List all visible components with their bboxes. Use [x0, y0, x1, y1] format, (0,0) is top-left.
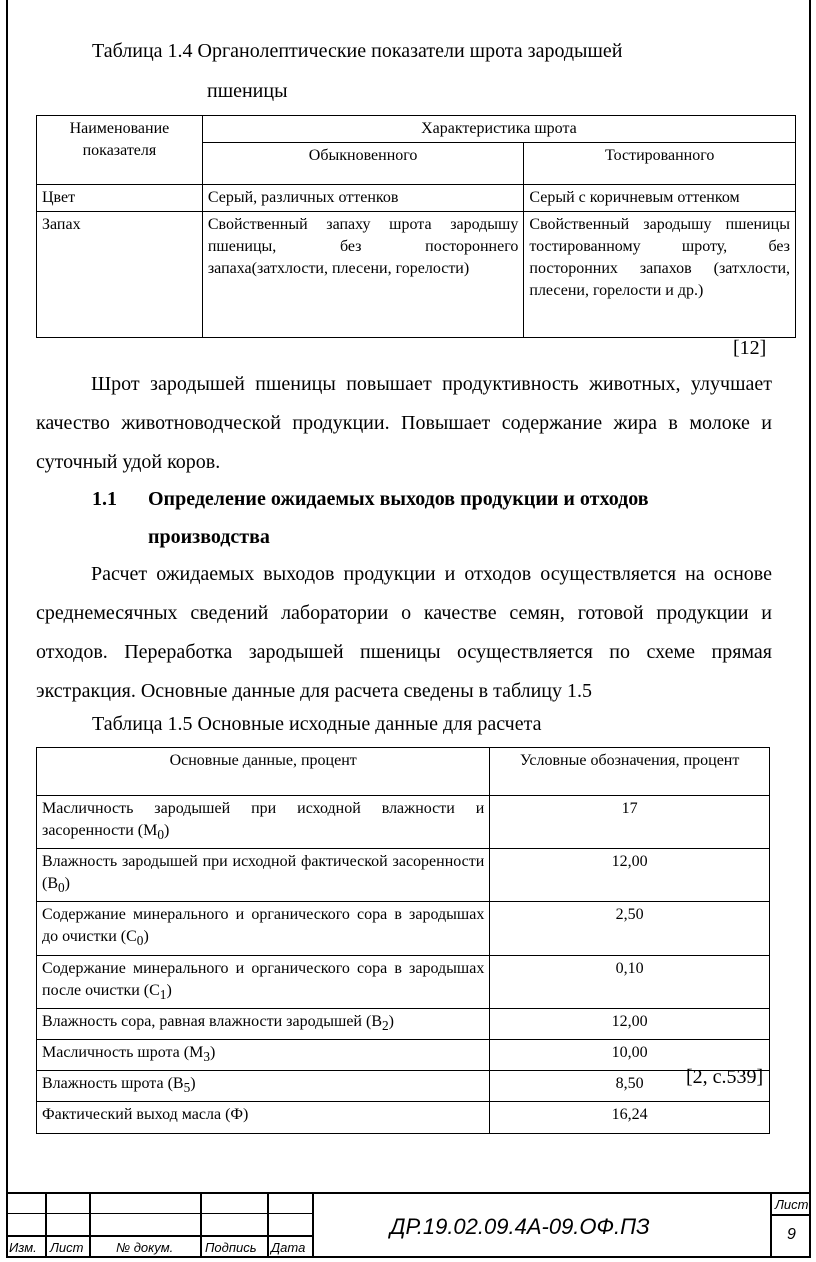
table-1-5: [36, 747, 770, 1134]
t14-head-char: Характеристика шрота: [202, 116, 795, 143]
section-title-line2: производства: [148, 526, 270, 548]
stamp-sheet-label: Лист: [775, 1197, 809, 1212]
table-row: [37, 902, 770, 955]
table14-caption-cont: пшеницы: [207, 80, 288, 102]
t15-value: 10,00: [490, 1039, 770, 1070]
t14-cell: Свойственный запаху шрота зародышу пшеницы, без постороннего запаха(затхлости, плесени, горелости): [202, 212, 524, 338]
t15-label: Содержание минерального и органического сора в зародышах до очистки $(С_0)$: [37, 902, 490, 955]
t15-value: 17: [490, 796, 770, 849]
paragraph-1-text: Шрот зародышей пшеницы повышает продуктивность животных, улучшает качество животноводческой продукции. Повышает содержание жира в молоке и суточный удой коров.: [36, 373, 772, 473]
title-block: [0, 1192, 816, 1262]
stamp-list: Лист: [50, 1240, 84, 1255]
section-title-line1: Определение ожидаемых выходов продукции и отходов: [148, 488, 649, 510]
t15-value: 12,00: [490, 849, 770, 902]
table-row: [37, 1102, 770, 1133]
table-row: [37, 796, 770, 849]
table15-caption: Таблица 1.5 Основные исходные данные для расчета: [92, 713, 542, 735]
t15-label: Фактический выход масла (Ф): [37, 1102, 490, 1133]
t15-value: 8,50: [490, 1071, 770, 1102]
section-number: 1.1: [92, 488, 117, 510]
paragraph-1: [36, 365, 772, 482]
t14-head-toasted: Тостированного: [524, 143, 796, 185]
t15-value: 0,10: [490, 955, 770, 1008]
stamp-sheet-number: 9: [787, 1226, 796, 1243]
table15-ref: [2, с.539]: [686, 1066, 764, 1088]
stamp-izm: Изм.: [9, 1240, 37, 1255]
t15-label: Содержание минерального и органического сора в зародышах после очистки $(С_1)$: [37, 955, 490, 1008]
t14-cell: Запах: [37, 212, 203, 338]
stamp-doc: № докум.: [116, 1240, 174, 1255]
table-row: [37, 1008, 770, 1039]
table-1-4: [36, 115, 796, 338]
t15-label: Масличность шрота $(М_3)$: [37, 1039, 490, 1070]
table-row: [37, 212, 796, 338]
table14-caption: Таблица 1.4 Органолептические показатели шрота зародышей: [92, 40, 623, 62]
table14-ref: [12]: [733, 337, 767, 359]
t15-value: 2,50: [490, 902, 770, 955]
paragraph-2: [36, 555, 772, 711]
paragraph-2-text: Расчет ожидаемых выходов продукции и отходов осуществляется на основе среднемесячных сведений лаборатории о качестве семян, готовой продукции и отходов. Переработка зародышей пшеницы осуществляется по схеме прямая экстракция. Основные данные для расчета сведены в таблицу 1.5: [36, 563, 772, 702]
t14-head-ordinary: Обыкновенного: [202, 143, 524, 185]
t15-head-data: Основные данные, процент: [37, 748, 490, 796]
t14-cell: Свойственный зародышу пшеницы тостированному шроту, без посторонних запахов (затхлости, плесени, горелости и др.): [524, 212, 796, 338]
stamp-date: Дата: [271, 1240, 306, 1255]
table-row: [37, 849, 770, 902]
table-row: [37, 1039, 770, 1070]
t15-value: 12,00: [490, 1008, 770, 1039]
table-row: [37, 1071, 770, 1102]
table-row: [37, 185, 796, 212]
document-code: ДР.19.02.09.4А-09.ОФ.ПЗ: [390, 1214, 650, 1239]
t15-label: Влажность шрота $(В_5)$: [37, 1071, 490, 1102]
stamp-sign: Подпись: [205, 1240, 257, 1255]
t15-label: Влажность сора, равная влажности зародышей $(В_2)$: [37, 1008, 490, 1039]
t14-cell: Серый с коричневым оттенком: [524, 185, 796, 212]
t15-head-symbols: Условные обозначения, процент: [490, 748, 770, 796]
t15-label: Влажность зародышей при исходной фактической засоренности $(В_0)$: [37, 849, 490, 902]
t15-label: Масличность зародышей при исходной влажности и засоренности $(М_0)$: [37, 796, 490, 849]
t15-value: 16,24: [490, 1102, 770, 1133]
t14-cell: Серый, различных оттенков: [202, 185, 524, 212]
table-row: [37, 955, 770, 1008]
t14-head-name: Наименование показателя: [37, 116, 203, 185]
t14-cell: Цвет: [37, 185, 203, 212]
